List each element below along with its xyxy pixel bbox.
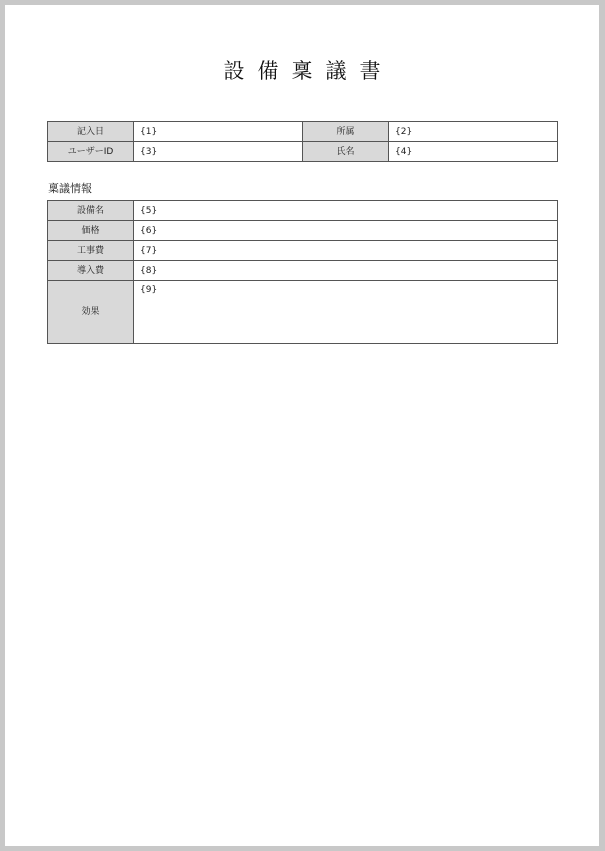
request-info-heading: 稟議情報 bbox=[48, 182, 92, 195]
effect-label: 効果 bbox=[48, 281, 134, 344]
user-id-label: ユーザーID bbox=[48, 142, 134, 162]
equipment-name-label: 設備名 bbox=[48, 201, 134, 221]
effect-value: {9} bbox=[134, 281, 558, 344]
name-label: 氏名 bbox=[303, 142, 389, 162]
installation-cost-label: 導入費 bbox=[48, 261, 134, 281]
detail-row-installation-cost bbox=[48, 261, 558, 281]
info-row-date-dept bbox=[48, 122, 558, 142]
user-id-value: {3} bbox=[134, 142, 303, 162]
date-label: 記入日 bbox=[48, 122, 134, 142]
detail-row-effect bbox=[48, 281, 558, 344]
price-value: {6} bbox=[134, 221, 558, 241]
construction-cost-value: {7} bbox=[134, 241, 558, 261]
price-label: 価格 bbox=[48, 221, 134, 241]
equipment-name-value: {5} bbox=[134, 201, 558, 221]
name-value: {4} bbox=[389, 142, 558, 162]
department-label: 所属 bbox=[303, 122, 389, 142]
document-title: 設備稟議書 bbox=[223, 59, 394, 83]
detail-row-price bbox=[48, 221, 558, 241]
document-page bbox=[5, 5, 599, 846]
construction-cost-label: 工事費 bbox=[48, 241, 134, 261]
department-value: {2} bbox=[389, 122, 558, 142]
detail-row-construction-cost bbox=[48, 241, 558, 261]
detail-row-equipment bbox=[48, 201, 558, 221]
applicant-info-table bbox=[47, 121, 558, 162]
installation-cost-value: {8} bbox=[134, 261, 558, 281]
date-value: {1} bbox=[134, 122, 303, 142]
request-details-table bbox=[47, 200, 558, 344]
info-row-userid-name bbox=[48, 142, 558, 162]
